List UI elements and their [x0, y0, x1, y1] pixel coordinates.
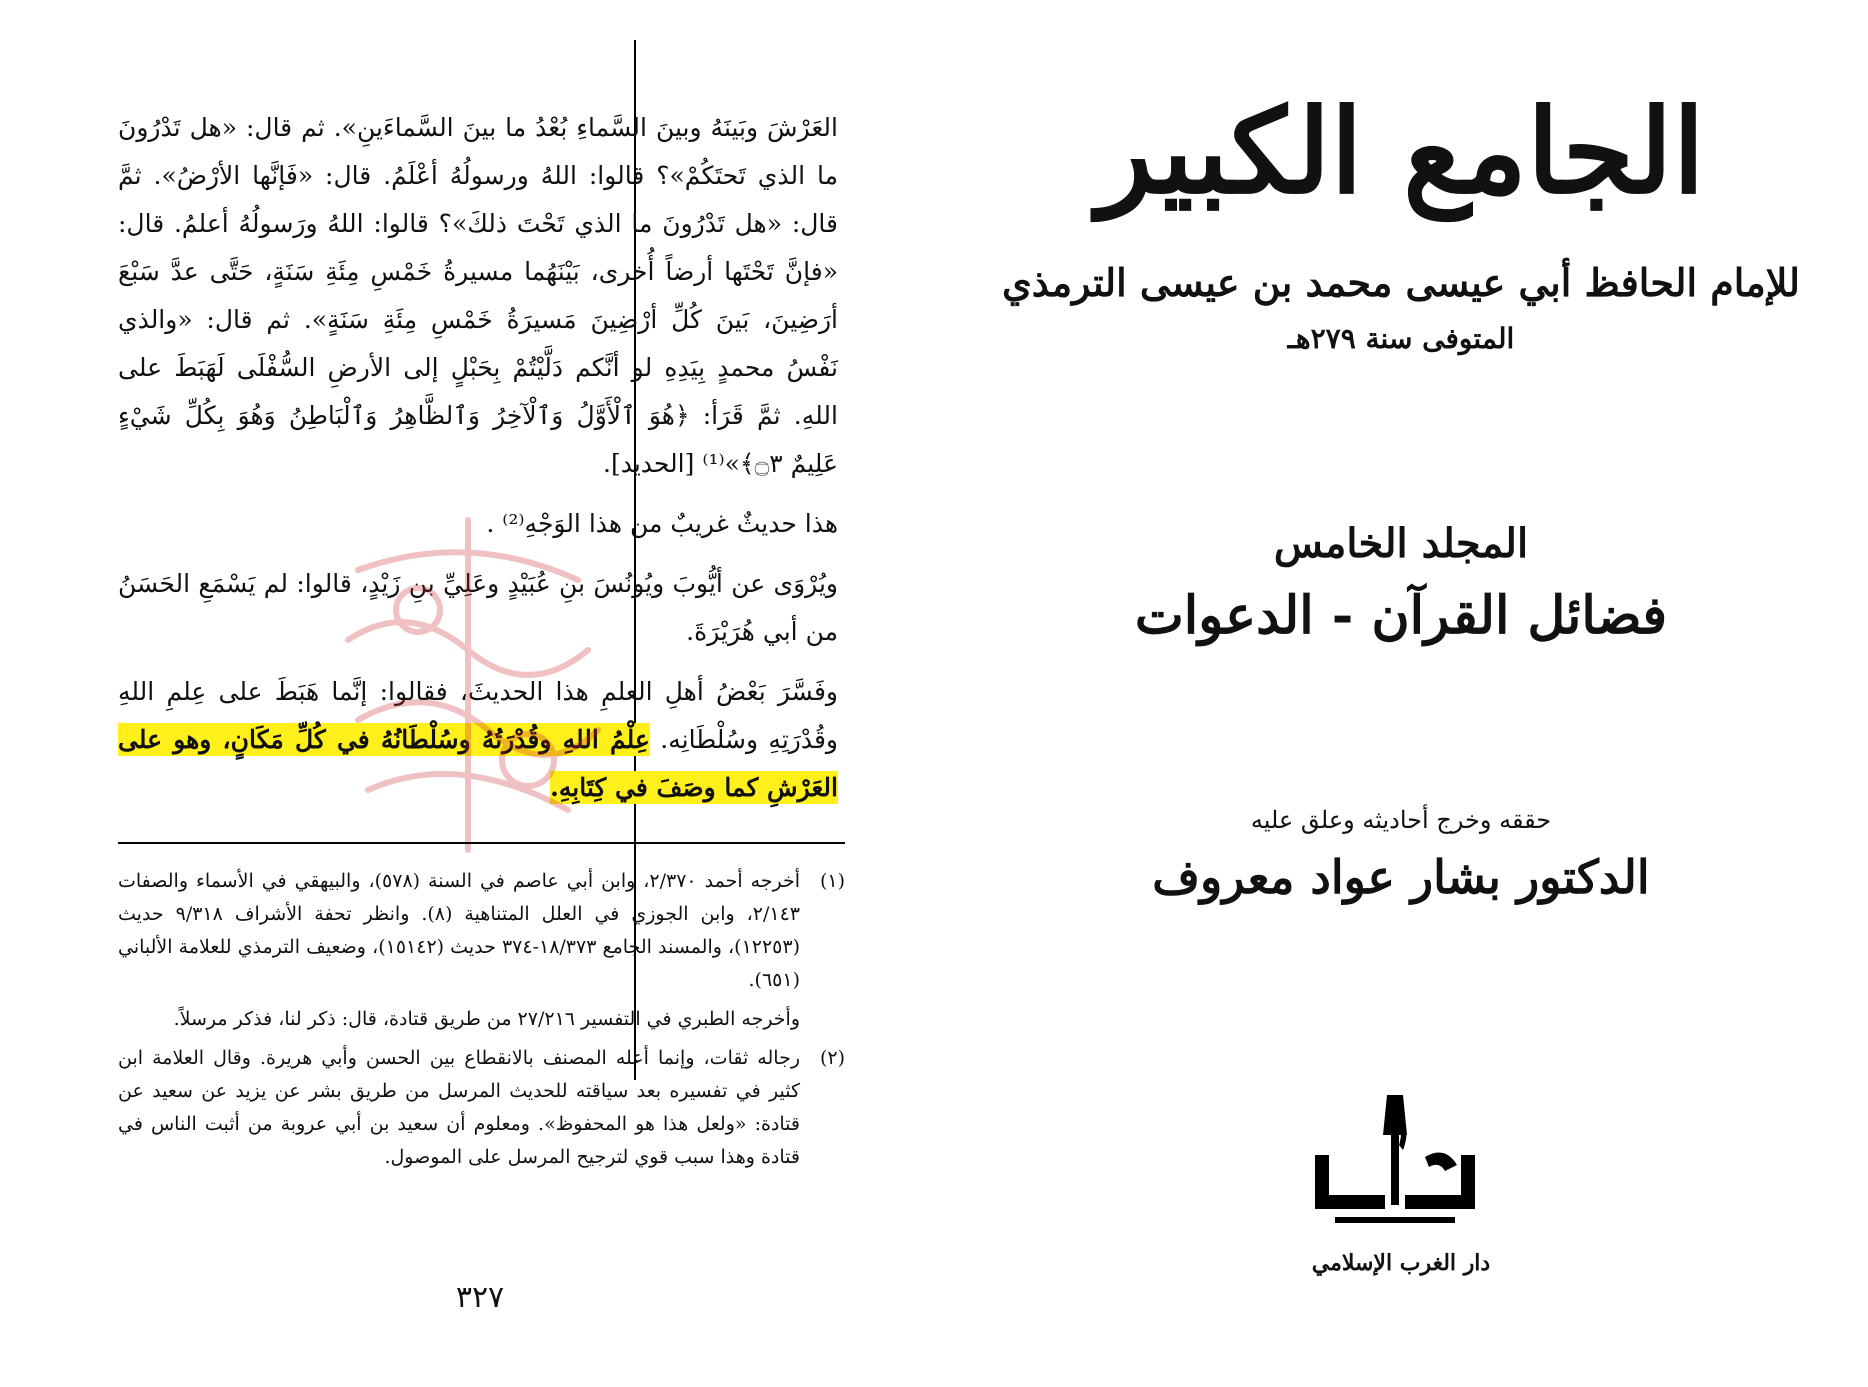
footnote-separator	[118, 842, 845, 844]
footnote-number: (٢)	[819, 1047, 845, 1069]
footnote-text: رجاله ثقات، وإنما أعله المصنف بالانقطاع بين الحسن وأبي هريرة. وقال العلامة ابن كثير في تفسيره بعد سياقته للحديث المرسل من طريق بشر عن يزيد عن سعيد عن قتادة: «ولعل هذا هو المحفوظ». ومعلوم أن سعيد بن أبي عروبة من أثبت الناس في قتادة وهذا سبب قوي لترجيح المرسل على الموصول.	[118, 1047, 800, 1168]
footnote-number: (١)	[819, 870, 845, 892]
volume-topics: فضائل القرآن - الدعوات	[1134, 585, 1668, 646]
footnotes	[118, 865, 845, 1180]
paragraph-4	[118, 668, 838, 812]
paragraph-1: العَرْشَ وبَينَهُ وبينَ السَّماءِ بُعْدُ ما بينَ السَّماءَينِ». ثم قال: «هل تَدْرُونَ ما الذي تَحتَكُمْ»؟ قالوا: اللهُ ورسولُهُ أعْلَمُ. قال: «فَإنَّها الأرْضُ». ثمَّ قال: «هل تَدْرُونَ ما الذي تَحْتَ ذلكَ»؟ قالوا: اللهُ ورَسولُهُ أعلمُ. قال: «فإنَّ تَحْتَها أرضاً أُخرى، بَيْنَهُما مسيرةُ خَمْسِ مِئَةِ سَنَةٍ، حَتَّى عدَّ سَبْعَ أرَضِينَ، بَينَ كُلِّ أرْضِينَ مَسيرَةُ خَمْسِ مِئَةِ سَنَةٍ». ثم قال: «والذي نَفْسُ محمدٍ بِيَدِهِ لو أنَّكم دَلَّيْتُمْ بِحَبْلٍ إلى الأرضِ السُّفْلَى لَهَبَطَ على اللهِ. ثمَّ قَرَأ: ﴿هُوَ ٱلْأَوَّلُ وَٱلْآخِرُ وَٱلظَّاهِرُ وَٱلْبَاطِنُ وَهُوَ بِكُلِّ شَيْءٍ عَلِيمٌ ۝٣﴾»⁽¹⁾ [الحديد].	[118, 113, 838, 478]
publisher-name: دار الغرب الإسلامي	[1311, 1250, 1491, 1276]
footnote-text: أخرجه أحمد ٢/٣٧٠، وابن أبي عاصم في السنة (٥٧٨)، والبيهقي في الأسماء والصفات ٢/١٤٣، وابن الجوزي في العلل المتناهية (٨). وانظر تحفة الأشراف ٩/٣١٨ حديث (١٢٢٥٣)، والمسند الجامع ١٨/٣٧٣-٣٧٤ حديث (١٥١٤٢)، وضعيف الترمذي للعلامة الألباني (٦٥١).	[118, 870, 801, 991]
highlighted-text: عِلْمُ اللهِ وقُدْرَتُهُ وسُلْطَانُهُ في كُلِّ مَكَانٍ، وهو على العَرْشِ كما وصَفَ في كِتَابِهِ.	[118, 725, 838, 802]
editor-role: حققه وخرج أحاديثه وعلق عليه	[1250, 806, 1552, 834]
paragraph-2: هذا حديثٌ غريبٌ من هذا الوَجْهِ⁽²⁾ .	[486, 509, 838, 538]
book-title: الجامع الكبير	[1097, 84, 1705, 220]
paragraph-3: ويُرْوَى عن أيُّوبَ ويُونُسَ بنِ عُبَيْدٍ وعَلِيِّ بنِ زَيْدٍ، قالوا: لم يَسْمَعِ الحَسَنُ من أبي هُرَيْرَةَ.	[118, 569, 838, 646]
editor-name: الدكتور بشار عواد معروف	[1152, 850, 1650, 904]
footnote-text: وأخرجه الطبري في التفسير ٢٧/٢١٦ من طريق قتادة، قال: ذكر لنا، فذكر مرسلاً.	[173, 1008, 800, 1030]
paragraph-4-start: وفَسَّرَ بَعْضُ أهلِ العلمِ هذا الحديثَ، فقالوا: إنَّما هَبَطَ على عِلمِ اللهِ وقُدْرَتِهِ وسُلْطَانِه.	[118, 677, 839, 754]
right-page	[934, 0, 1868, 1387]
page-number: ٣٢٧	[455, 1280, 505, 1315]
footnote-2	[118, 1042, 845, 1174]
volume-label: المجلد الخامس	[1273, 520, 1529, 567]
publisher-logo-icon	[1295, 1095, 1495, 1245]
footnote-1-extra	[118, 1003, 845, 1036]
death-date: المتوفى سنة ٢٧٩هـ	[1287, 322, 1515, 355]
hadith-body	[118, 104, 838, 824]
author-line: للإمام الحافظ أبي عيسى محمد بن عيسى الترمذي	[1002, 260, 1800, 305]
footnote-1	[118, 865, 845, 997]
